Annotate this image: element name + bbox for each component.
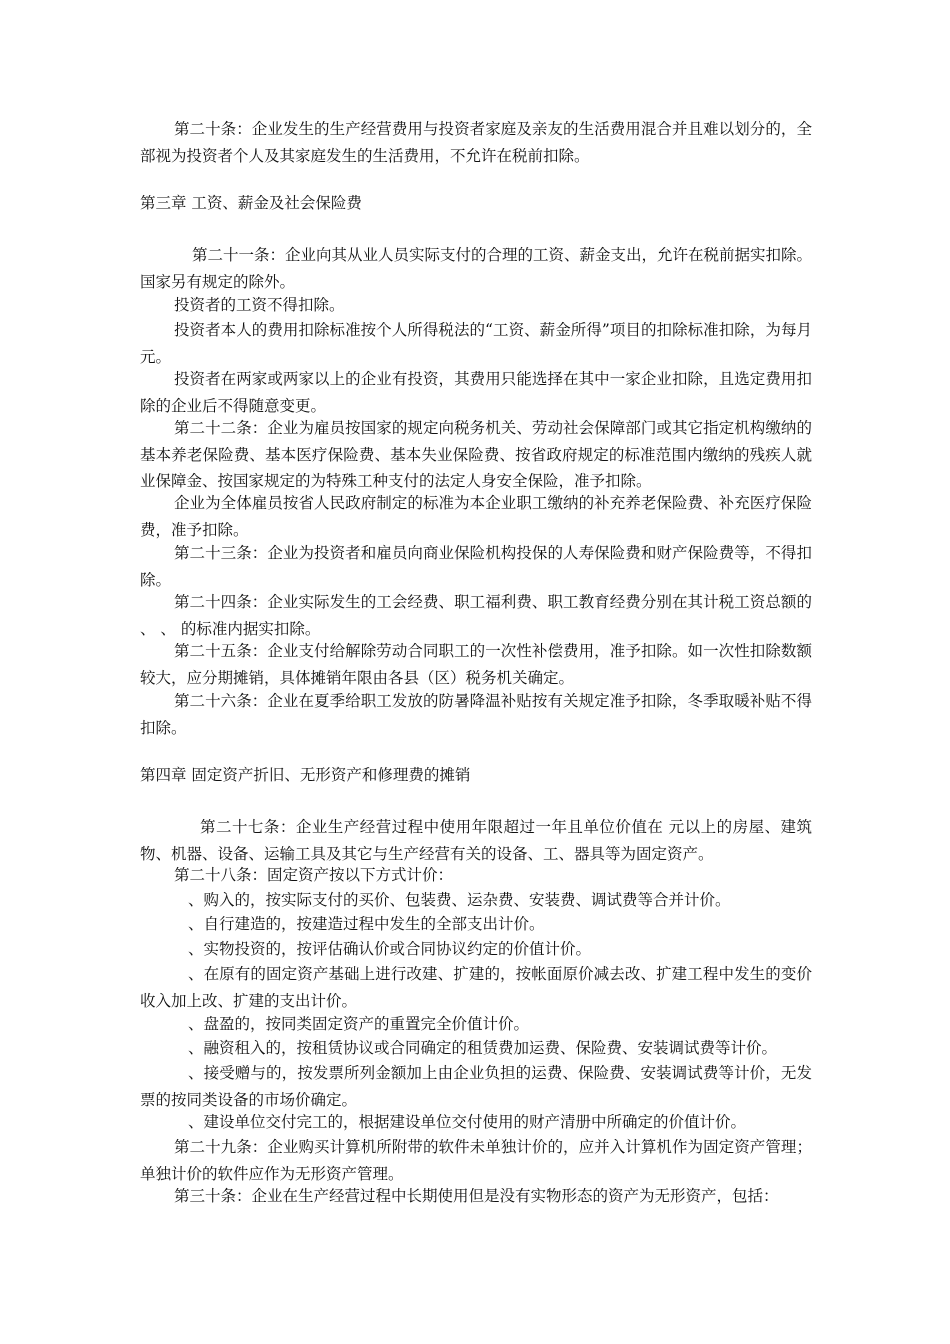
article-30: 第三十条：企业在生产经营过程中长期使用但是没有实物形态的资产为无形资产，包括： (174, 1187, 779, 1205)
article-21-para-2: 投资者的工资不得扣除。 (174, 296, 345, 314)
article-27: 第二十七条：企业生产经营过程中使用年限超过一年且单位价值在 元以上的房屋、建筑物、机器、设备、运输工具及其它与生产经营有关的设备、工、器具等为固定资产。 (140, 818, 812, 863)
article-20: 第二十条：企业发生的生产经营费用与投资者家庭及亲友的生活费用混合并且难以划分的，全部视为投资者个人及其家庭发生的生活费用，不允许在税前扣除。 (140, 120, 812, 165)
article-21: 第二十一条：企业向其从业人员实际支付的合理的工资、薪金支出，允许在税前据实扣除。国家另有规定的除外。 (140, 246, 813, 291)
article-21-para-3: 投资者本人的费用扣除标准按个人所得税法的“工资、薪金所得”项目的扣除标准扣除，为每月 元。 (140, 321, 812, 366)
article-29: 第二十九条：企业购买计算机所附带的软件未单独计价的，应并入计算机作为固定资产管理；单独计价的软件应作为无形资产管理。 (140, 1138, 812, 1183)
chapter-3-heading: 第三章 工资、薪金及社会保险费 (140, 194, 362, 212)
article-28-item-4: 、在原有的固定资产基础上进行改建、扩建的，按帐面原价减去改、扩建工程中发生的变价收入加上改、扩建的支出计价。 (140, 965, 812, 1010)
article-28-item-7: 、接受赠与的，按发票所列金额加上由企业负担的运费、保险费、安装调试费等计价，无发票的按同类设备的市场价确定。 (140, 1064, 812, 1109)
article-23: 第二十三条：企业为投资者和雇员向商业保险机构投保的人寿保险费和财产保险费等，不得扣除。 (140, 544, 812, 589)
article-21-para-4: 投资者在两家或两家以上的企业有投资，其费用只能选择在其中一家企业扣除，且选定费用扣除的企业后不得随意变更。 (140, 370, 812, 415)
article-24: 第二十四条：企业实际发生的工会经费、职工福利费、职工教育经费分别在其计税工资总额的 、 、 的标准内据实扣除。 (140, 593, 812, 638)
article-22-para-2: 企业为全体雇员按省人民政府制定的标准为本企业职工缴纳的补充养老保险费、补充医疗保险费，准予扣除。 (140, 494, 812, 539)
article-22: 第二十二条：企业为雇员按国家的规定向税务机关、劳动社会保障部门或其它指定机构缴纳的基本养老保险费、基本医疗保险费、基本失业保险费、按省政府规定的标准范围内缴纳的残疾人就业保障金、按国家规定的为特殊工种支付的法定人身安全保险，准予扣除。 (140, 419, 812, 490)
article-28-item-2: 、自行建造的，按建造过程中发生的全部支出计价。 (188, 915, 545, 933)
article-28: 第二十八条：固定资产按以下方式计价： (174, 866, 454, 884)
chapter-4-heading: 第四章 固定资产折旧、无形资产和修理费的摊销 (140, 766, 471, 784)
article-28-item-6: 、融资租入的，按租赁协议或合同确定的租赁费加运费、保险费、安装调试费等计价。 (188, 1039, 778, 1057)
article-25: 第二十五条：企业支付给解除劳动合同职工的一次性补偿费用，准予扣除。如一次性扣除数额较大，应分期摊销，具体摊销年限由各县（区）税务机关确定。 (140, 642, 812, 687)
article-26: 第二十六条：企业在夏季给职工发放的防暑降温补贴按有关规定准予扣除，冬季取暖补贴不得扣除。 (140, 692, 812, 737)
article-28-item-1: 、购入的，按实际支付的买价、包装费、运杂费、安装费、调试费等合并计价。 (188, 891, 731, 909)
article-28-item-8: 、建设单位交付完工的，根据建设单位交付使用的财产清册中所确定的价值计价。 (188, 1113, 747, 1131)
article-28-item-5: 、盘盈的，按同类固定资产的重置完全价值计价。 (188, 1015, 530, 1033)
article-28-item-3: 、实物投资的，按评估确认价或合同协议约定的价值计价。 (188, 940, 592, 958)
